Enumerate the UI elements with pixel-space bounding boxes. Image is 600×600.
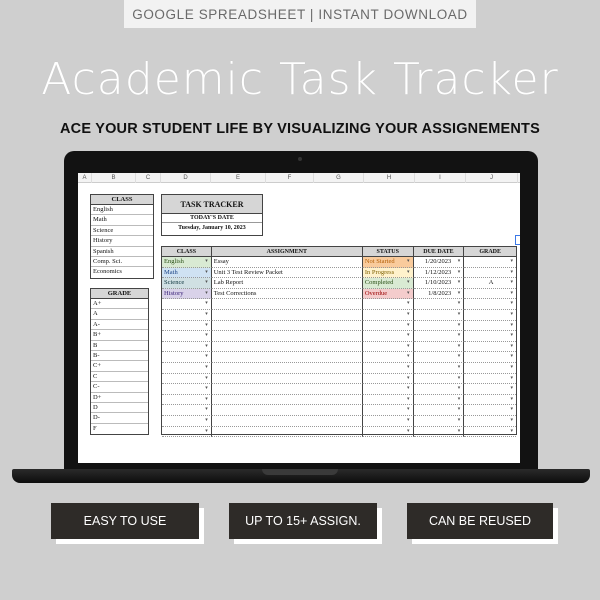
dropdown-arrow-icon[interactable]: ▾ [205, 290, 208, 296]
dropdown-arrow-icon[interactable]: ▾ [407, 311, 410, 317]
table-row [162, 310, 516, 321]
column-header-bar [78, 173, 520, 183]
table-row [162, 416, 516, 427]
status-cell[interactable]: Completed ▾ [363, 278, 414, 289]
class-cell[interactable] [162, 395, 212, 406]
dropdown-arrow-icon[interactable]: ▾ [407, 364, 410, 370]
dropdown-arrow-icon[interactable]: ▾ [205, 322, 208, 328]
class-list-table [90, 194, 154, 279]
assignment-cell[interactable]: Lab Report [212, 278, 363, 289]
dropdown-arrow-icon[interactable]: ▾ [510, 322, 513, 328]
class-cell[interactable]: English ▾ [162, 257, 212, 268]
class-list-item: Comp. Sci. [91, 257, 153, 267]
table-row [162, 268, 516, 279]
class-cell[interactable] [162, 374, 212, 385]
class-cell[interactable] [162, 405, 212, 416]
status-cell[interactable] [363, 363, 414, 374]
assignment-cell[interactable] [212, 395, 363, 406]
assignment-cell[interactable] [212, 299, 363, 310]
dropdown-arrow-icon[interactable]: ▾ [407, 428, 410, 434]
due-date-cell[interactable] [414, 374, 465, 385]
column-header[interactable]: D [161, 173, 211, 183]
class-cell[interactable] [162, 310, 212, 321]
grade-list-item: C- [91, 382, 148, 392]
dropdown-arrow-icon[interactable]: ▾ [457, 280, 461, 286]
dropdown-arrow-icon[interactable]: ▾ [205, 364, 208, 370]
dropdown-arrow-icon[interactable]: ▾ [205, 280, 208, 286]
dropdown-arrow-icon[interactable]: ▾ [510, 428, 513, 434]
grade-cell[interactable] [464, 310, 516, 321]
status-cell[interactable] [363, 321, 414, 332]
dropdown-arrow-icon[interactable]: ▾ [457, 333, 461, 339]
dropdown-arrow-icon[interactable]: ▾ [205, 386, 208, 392]
due-date-cell[interactable] [414, 331, 465, 342]
status-cell[interactable] [363, 416, 414, 427]
table-row [162, 342, 516, 353]
dropdown-arrow-icon[interactable]: ▾ [205, 354, 208, 360]
due-date-cell[interactable]: 1/12/2023 ▾ [414, 268, 465, 279]
dropdown-arrow-icon[interactable]: ▾ [407, 417, 410, 423]
class-list-item: Science [91, 226, 153, 236]
status-cell[interactable] [363, 405, 414, 416]
table-row [162, 278, 516, 289]
dropdown-arrow-icon[interactable]: ▾ [407, 333, 410, 339]
assignment-table [161, 246, 517, 435]
dropdown-arrow-icon[interactable]: ▾ [407, 290, 410, 296]
due-date-cell[interactable] [414, 427, 465, 438]
class-cell[interactable]: History ▾ [162, 289, 212, 300]
camera-icon [298, 157, 302, 161]
assignment-cell[interactable]: Essay [212, 257, 363, 268]
grade-list-item: F [93, 424, 97, 432]
dropdown-arrow-icon[interactable]: ▾ [510, 290, 513, 296]
class-cell[interactable]: Science ▾ [162, 278, 212, 289]
due-date-cell[interactable]: 1/8/2023 ▾ [414, 289, 465, 300]
dropdown-arrow-icon[interactable]: ▾ [205, 407, 208, 413]
assignment-cell[interactable] [212, 427, 363, 438]
grade-list-item: A+ [91, 299, 148, 309]
table-row [162, 427, 516, 438]
class-cell[interactable] [162, 331, 212, 342]
dropdown-arrow-icon[interactable]: ▾ [407, 343, 410, 349]
assignment-cell[interactable] [212, 342, 363, 353]
assignment-cell[interactable] [212, 352, 363, 363]
status-cell[interactable] [363, 342, 414, 353]
dropdown-arrow-icon[interactable]: ▾ [205, 269, 208, 275]
todays-date-value[interactable]: Tuesday, January 10, 2023 [178, 225, 246, 231]
dropdown-arrow-icon[interactable]: ▾ [457, 259, 461, 264]
status-cell[interactable]: Not Started ▾ [363, 257, 414, 268]
grade-cell[interactable] [464, 374, 516, 385]
status-cell[interactable] [363, 299, 414, 310]
header-assignment: ASSIGNMENT [212, 247, 363, 257]
dropdown-arrow-icon[interactable]: ▾ [457, 301, 461, 307]
dropdown-arrow-icon[interactable]: ▾ [510, 417, 513, 423]
grade-cell[interactable] [464, 342, 516, 353]
class-list-item: Math [91, 215, 153, 225]
dropdown-arrow-icon[interactable]: ▾ [510, 269, 513, 275]
column-header[interactable]: B [92, 173, 136, 183]
dropdown-arrow-icon[interactable]: ▾ [457, 322, 461, 328]
dropdown-arrow-icon[interactable]: ▾ [407, 354, 410, 360]
column-header[interactable]: G [314, 173, 364, 183]
status-cell[interactable] [363, 384, 414, 395]
column-header[interactable]: H [364, 173, 415, 183]
grade-cell[interactable] [464, 352, 516, 363]
grade-list-header: GRADE [91, 289, 148, 299]
status-cell[interactable] [363, 310, 414, 321]
table-row [162, 331, 516, 342]
due-date-cell[interactable] [414, 363, 465, 374]
feature-easy-to-use: EASY TO USE [51, 503, 199, 539]
dropdown-arrow-icon[interactable]: ▾ [457, 386, 461, 392]
dropdown-arrow-icon[interactable]: ▾ [407, 322, 410, 328]
dropdown-arrow-icon[interactable]: ▾ [407, 280, 410, 286]
dropdown-arrow-icon[interactable]: ▾ [457, 428, 461, 434]
dropdown-arrow-icon[interactable]: ▾ [510, 386, 513, 392]
status-cell[interactable]: In Progress ▾ [363, 268, 414, 279]
grade-list-item: D [91, 403, 148, 413]
class-list-header: CLASS [91, 195, 153, 205]
grade-cell[interactable] [464, 363, 516, 374]
dropdown-arrow-icon[interactable]: ▾ [205, 301, 208, 307]
assignment-cell[interactable] [212, 321, 363, 332]
assignment-cell[interactable]: Unit 3 Test Review Packet [212, 268, 363, 279]
due-date-cell[interactable] [414, 416, 465, 427]
dropdown-arrow-icon[interactable]: ▾ [205, 396, 208, 402]
column-header[interactable]: C [136, 173, 161, 183]
grade-list-item: D- [91, 413, 148, 423]
due-date-cell[interactable]: 1/10/2023 ▾ [414, 278, 465, 289]
status-cell[interactable] [363, 395, 414, 406]
dropdown-arrow-icon[interactable]: ▾ [457, 375, 461, 381]
dropdown-arrow-icon[interactable]: ▾ [205, 259, 208, 264]
status-cell[interactable] [363, 331, 414, 342]
task-tracker-title: TASK TRACKER [162, 195, 262, 214]
assignment-cell[interactable]: Test Corrections [212, 289, 363, 300]
page-subtitle: ACE YOUR STUDENT LIFE BY VISUALIZING YOUR ASSIGNEMENTS [60, 121, 540, 137]
dropdown-arrow-icon[interactable]: ▾ [457, 354, 461, 360]
due-date-cell[interactable] [414, 384, 465, 395]
dropdown-arrow-icon[interactable]: ▾ [407, 301, 410, 307]
dropdown-arrow-icon[interactable]: ▾ [205, 428, 208, 434]
todays-date-label: TODAY'S DATE [162, 214, 262, 223]
laptop-screen [78, 173, 520, 463]
assignment-cell[interactable] [212, 331, 363, 342]
class-list-item: Economics [93, 268, 122, 276]
table-row [162, 363, 516, 374]
grade-cell[interactable] [464, 299, 516, 310]
dropdown-arrow-icon[interactable]: ▾ [510, 311, 513, 317]
dropdown-arrow-icon[interactable]: ▾ [510, 396, 513, 402]
dropdown-arrow-icon[interactable]: ▾ [457, 364, 461, 370]
dropdown-arrow-icon[interactable]: ▾ [457, 343, 461, 349]
assignment-cell[interactable] [212, 374, 363, 385]
column-header[interactable]: J [466, 173, 518, 183]
table-row [162, 374, 516, 385]
page-title: Academic Task Tracker [41, 54, 559, 105]
assignment-cell[interactable] [212, 363, 363, 374]
due-date-cell[interactable]: 1/20/2023 ▾ [414, 257, 465, 268]
table-row [162, 289, 516, 300]
class-cell[interactable] [162, 427, 212, 438]
status-cell[interactable] [363, 374, 414, 385]
class-cell[interactable] [162, 321, 212, 332]
due-date-cell[interactable] [414, 405, 465, 416]
assignment-cell[interactable] [212, 310, 363, 321]
due-date-cell[interactable] [414, 342, 465, 353]
table-row [162, 395, 516, 406]
table-row [162, 352, 516, 363]
class-cell[interactable] [162, 416, 212, 427]
table-row [162, 321, 516, 332]
laptop-notch [262, 469, 338, 475]
grade-cell[interactable] [464, 321, 516, 332]
class-list-item: Spanish [91, 247, 153, 257]
dropdown-arrow-icon[interactable]: ▾ [205, 333, 208, 339]
dropdown-arrow-icon[interactable]: ▾ [407, 407, 410, 413]
dropdown-arrow-icon[interactable]: ▾ [407, 386, 410, 392]
grade-cell[interactable] [464, 427, 516, 438]
column-header[interactable]: E [211, 173, 266, 183]
grade-list-item: B- [91, 351, 148, 361]
due-date-cell[interactable] [414, 395, 465, 406]
grade-list-item: C+ [91, 361, 148, 371]
dropdown-arrow-icon[interactable]: ▾ [457, 311, 461, 317]
grade-cell[interactable] [464, 257, 516, 268]
dropdown-arrow-icon[interactable]: ▾ [510, 280, 513, 286]
class-cell[interactable] [162, 342, 212, 353]
header-status: STATUS [363, 247, 414, 257]
dropdown-arrow-icon[interactable]: ▾ [457, 269, 461, 275]
dropdown-arrow-icon[interactable]: ▾ [205, 343, 208, 349]
due-date-cell[interactable] [414, 299, 465, 310]
dropdown-arrow-icon[interactable]: ▾ [510, 375, 513, 381]
grade-cell[interactable] [464, 384, 516, 395]
status-cell[interactable] [363, 427, 414, 438]
dropdown-arrow-icon[interactable]: ▾ [407, 375, 410, 381]
column-header[interactable]: A [78, 173, 92, 183]
dropdown-arrow-icon[interactable]: ▾ [457, 290, 461, 296]
class-cell[interactable] [162, 384, 212, 395]
table-row [162, 299, 516, 310]
class-cell[interactable]: Math ▾ [162, 268, 212, 279]
class-list-item: History [91, 236, 153, 246]
selected-cell-indicator [515, 235, 520, 245]
column-header[interactable]: I [415, 173, 466, 183]
dropdown-arrow-icon[interactable]: ▾ [510, 354, 513, 360]
grade-cell[interactable] [464, 331, 516, 342]
header-class: CLASS [162, 247, 212, 257]
grade-cell[interactable] [464, 289, 516, 300]
header-grade: GRADE [464, 247, 516, 257]
grade-list-table [90, 288, 149, 435]
dropdown-arrow-icon[interactable]: ▾ [407, 259, 410, 264]
dropdown-arrow-icon[interactable]: ▾ [205, 417, 208, 423]
due-date-cell[interactable] [414, 310, 465, 321]
status-cell[interactable]: Overdue ▾ [363, 289, 414, 300]
dropdown-arrow-icon[interactable]: ▾ [205, 311, 208, 317]
due-date-cell[interactable] [414, 352, 465, 363]
grade-cell[interactable] [464, 416, 516, 427]
dropdown-arrow-icon[interactable]: ▾ [407, 396, 410, 402]
grade-list-item: A [91, 309, 148, 319]
dropdown-arrow-icon[interactable]: ▾ [510, 343, 513, 349]
grade-cell[interactable] [464, 268, 516, 279]
class-list-item: English [91, 205, 153, 215]
assignment-cell[interactable] [212, 405, 363, 416]
assignment-table-header [162, 247, 516, 257]
table-row [162, 405, 516, 416]
assignment-cell[interactable] [212, 384, 363, 395]
dropdown-arrow-icon[interactable]: ▾ [510, 333, 513, 339]
class-cell[interactable] [162, 363, 212, 374]
status-cell[interactable] [363, 352, 414, 363]
dropdown-arrow-icon[interactable]: ▾ [510, 259, 513, 264]
dropdown-arrow-icon[interactable]: ▾ [510, 301, 513, 307]
header-due-date: DUE DATE [414, 247, 465, 257]
feature-assignment-capacity: UP TO 15+ ASSIGN. [229, 503, 377, 539]
feature-reusable: CAN BE REUSED [407, 503, 553, 539]
task-tracker-header [161, 194, 263, 236]
grade-list-item: D+ [91, 393, 148, 403]
table-row [162, 257, 516, 268]
table-row [162, 384, 516, 395]
dropdown-arrow-icon[interactable]: ▾ [457, 407, 461, 413]
grade-cell[interactable]: A ▾ [464, 278, 516, 289]
dropdown-arrow-icon[interactable]: ▾ [457, 417, 461, 423]
dropdown-arrow-icon[interactable]: ▾ [510, 407, 513, 413]
grade-cell[interactable] [464, 405, 516, 416]
assignment-cell[interactable] [212, 416, 363, 427]
grade-cell[interactable] [464, 395, 516, 406]
dropdown-arrow-icon[interactable]: ▾ [510, 364, 513, 370]
class-cell[interactable] [162, 352, 212, 363]
column-header[interactable]: F [266, 173, 314, 183]
grade-list-item: A- [91, 320, 148, 330]
grade-list-item: B [91, 341, 148, 351]
download-badge: GOOGLE SPREADSHEET | INSTANT DOWNLOAD [124, 0, 476, 28]
dropdown-arrow-icon[interactable]: ▾ [457, 396, 461, 402]
dropdown-arrow-icon[interactable]: ▾ [407, 269, 410, 275]
grade-list-item: C [91, 372, 148, 382]
grade-list-item: B+ [91, 330, 148, 340]
due-date-cell[interactable] [414, 321, 465, 332]
dropdown-arrow-icon[interactable]: ▾ [205, 375, 208, 381]
class-cell[interactable] [162, 299, 212, 310]
